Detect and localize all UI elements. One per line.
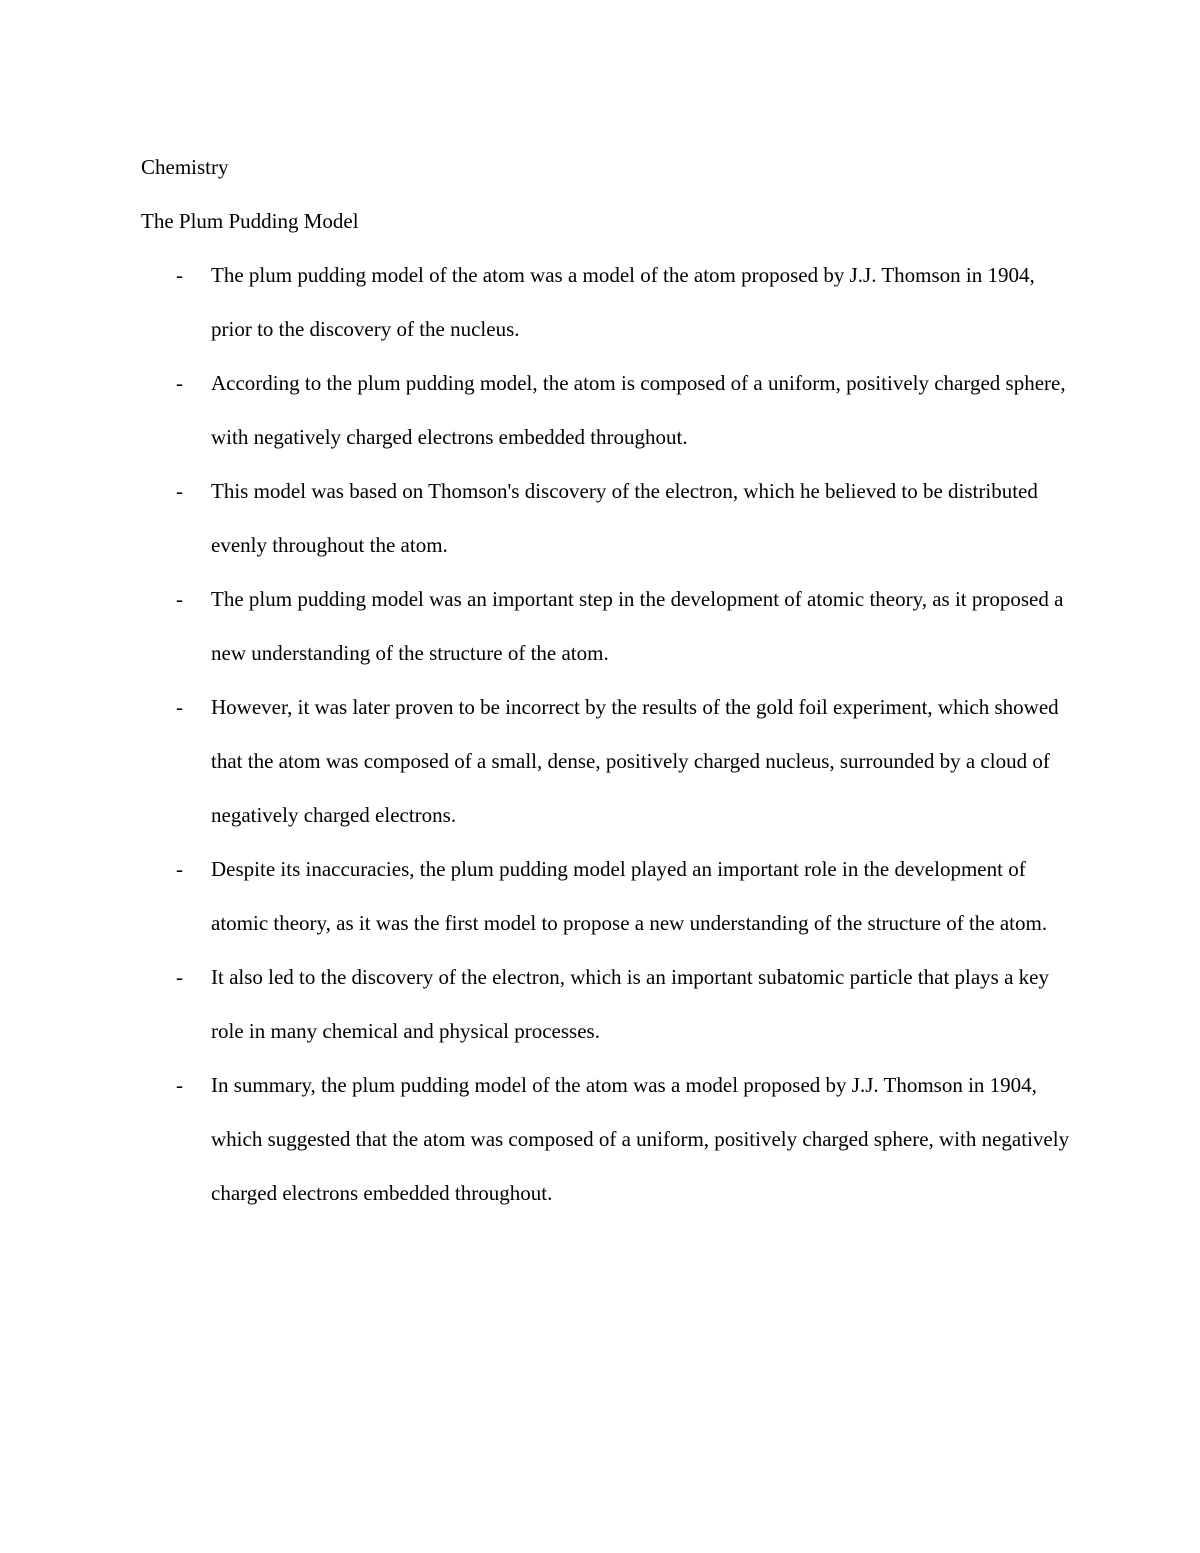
list-item [141,572,1071,680]
bullet-list [141,248,1071,1220]
document-body [141,140,1071,1220]
bullet-dash: - [176,857,183,881]
list-item [141,842,1071,950]
bullet-text: The plum pudding model was an important step in the development of atomic theory, as it proposed a new understanding of the structure of the atom. [211,587,1064,665]
bullet-text: Despite its inaccuracies, the plum pudding model played an important role in the development of atomic theory, as it was the first model to propose a new understanding of the structure of the atom. [211,857,1048,935]
bullet-text: It also led to the discovery of the electron, which is an important subatomic particle that plays a key role in many chemical and physical processes. [211,965,1050,1043]
document-title: The Plum Pudding Model [141,209,359,233]
bullet-dash: - [176,479,183,503]
bullet-text: In summary, the plum pudding model of the atom was a model proposed by J.J. Thomson in 1904, which suggested that the atom was composed of a uniform, positively charged sphere, with negatively charged electrons embedded throughout. [211,1073,1070,1205]
subject-heading: Chemistry [141,155,229,179]
list-item [141,356,1071,464]
bullet-text: The plum pudding model of the atom was a model of the atom proposed by J.J. Thomson in 1904, prior to the discovery of the nucleus. [211,263,1035,341]
bullet-dash: - [176,1073,183,1097]
bullet-text: According to the plum pudding model, the atom is composed of a uniform, positively charged sphere, with negatively charged electrons embedded throughout. [211,371,1066,449]
list-item [141,950,1071,1058]
bullet-text: However, it was later proven to be incorrect by the results of the gold foil experiment, which showed that the atom was composed of a small, dense, positively charged nucleus, surrounded by a cloud of negatively charged electrons. [211,695,1059,827]
bullet-dash: - [176,263,183,287]
bullet-dash: - [176,965,183,989]
bullet-dash: - [176,371,183,395]
bullet-text: This model was based on Thomson's discovery of the electron, which he believed to be distributed evenly throughout the atom. [211,479,1038,557]
list-item [141,464,1071,572]
list-item [141,248,1071,356]
list-item [141,1058,1071,1220]
bullet-dash: - [176,587,183,611]
bullet-dash: - [176,695,183,719]
list-item [141,680,1071,842]
